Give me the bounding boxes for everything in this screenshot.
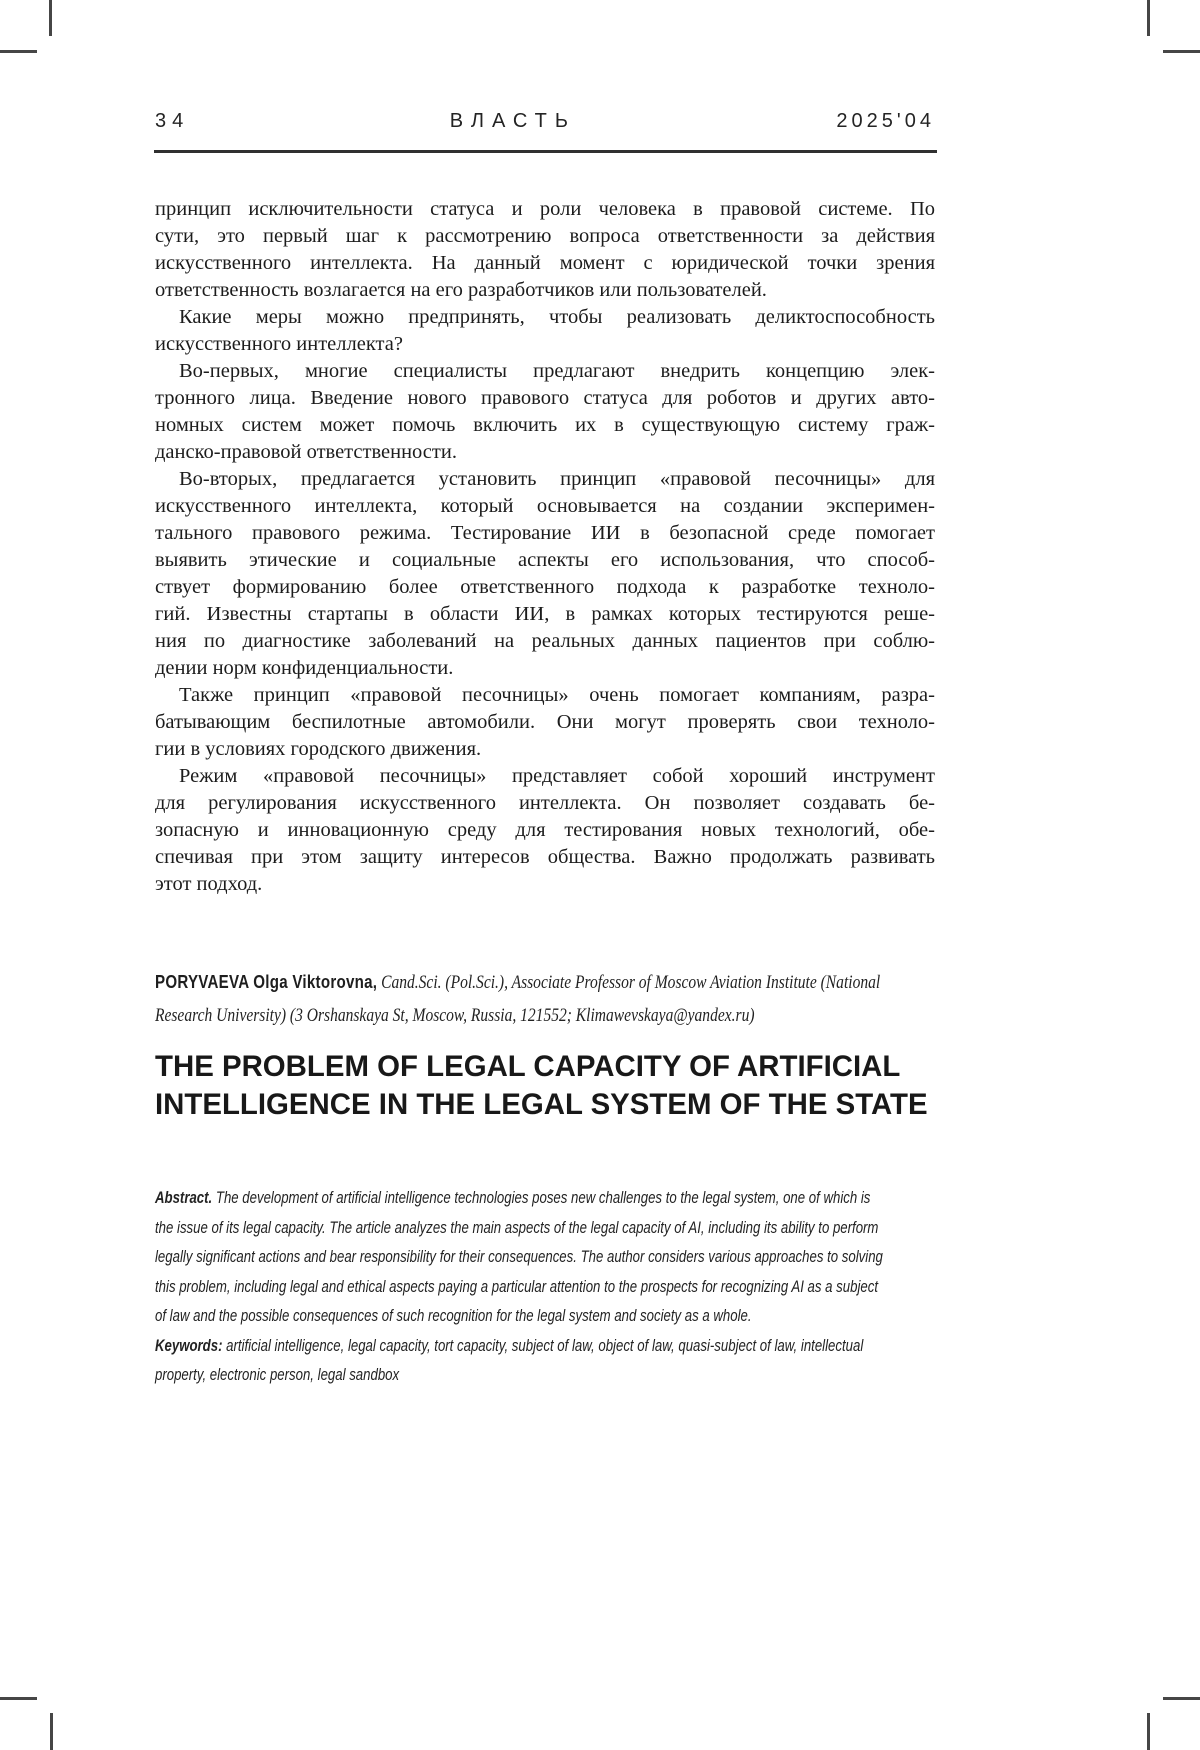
author-line-2: Research University) (3 Orshanskaya St, Moscow, Russia, 121552; Klimawevskaya@yandex.ru) — [155, 1006, 755, 1026]
paragraph — [155, 196, 935, 304]
body-text — [155, 196, 935, 898]
author-affiliation-part1: Cand.Sci. (Pol.Sci.), Associate Professor of Moscow Aviation Institute (National — [377, 973, 881, 993]
abstract-line: the issue of its legal capacity. The article analyzes the main aspects of the legal capacity of AI, including its ability to perform — [155, 1218, 879, 1237]
paragraph — [155, 466, 935, 682]
body-line: выявить этические и социальные аспекты его использования, что способ- — [155, 549, 935, 571]
abstract-line: property, electronic person, legal sandbox — [155, 1366, 400, 1384]
body-line: зопасную и инновационную среду для тестирования новых технологий, обе- — [155, 819, 935, 841]
crop-mark-bottom-right-horizontal — [1163, 1697, 1200, 1700]
header-rule — [154, 150, 937, 153]
abstract-lead-label: Abstract. — [155, 1189, 216, 1207]
article-title-line-1: THE PROBLEM OF LEGAL CAPACITY OF ARTIFICIAL — [155, 1050, 901, 1083]
page-number: 34 — [155, 110, 190, 132]
issue-number: 2025'04 — [836, 110, 935, 132]
author-block — [155, 966, 1055, 1033]
abstract-block — [155, 1184, 1135, 1391]
body-line: этот подход. — [155, 873, 263, 895]
author-name: PORYVAEVA Olga Viktorovna, — [155, 972, 378, 992]
crop-mark-top-left-horizontal — [0, 50, 37, 53]
paragraph — [155, 763, 935, 898]
abstract-line: of law and the possible consequences of such recognition for the legal system and society as a whole. — [155, 1307, 752, 1325]
body-line: искусственного интеллекта. На данный момент с юридической точки зрения — [155, 252, 935, 274]
body-line: сути, это первый шаг к рассмотрению вопроса ответственности за действия — [155, 225, 935, 247]
paragraph — [155, 304, 935, 358]
body-line: дении норм конфиденциальности. — [155, 657, 454, 679]
body-line: тронного лица. Введение нового правового статуса для роботов и других авто- — [155, 387, 935, 409]
abstract-lead-line: Keywords: artificial intelligence, legal capacity, tort capacity, subject of law, object of law, quasi-subject of law, intellectual — [155, 1336, 864, 1355]
body-line: принцип исключительности статуса и роли человека в правовой системе. По — [155, 198, 935, 220]
abstract-line: legally significant actions and bear responsibility for their consequences. The author considers various approaches to solving — [155, 1248, 883, 1266]
body-line: Какие меры можно предпринять, чтобы реализовать деликтоспособность — [179, 306, 935, 328]
crop-mark-top-right-vertical — [1147, 0, 1150, 36]
body-line: Во-первых, многие специалисты предлагают внедрить концепцию элек- — [179, 360, 935, 382]
body-line: Также принцип «правовой песочницы» очень помогает компаниям, разра- — [179, 684, 935, 706]
body-line: спечивая при этом защиту интересов общества. Важно продолжать развивать — [155, 846, 935, 868]
body-line: батывающим беспилотные автомобили. Они могут проверять свои техноло- — [155, 711, 935, 733]
body-line: искусственного интеллекта? — [155, 333, 403, 355]
body-line: Во-вторых, предлагается установить принцип «правовой песочницы» для — [179, 468, 935, 490]
author-line-1 — [155, 966, 911, 1000]
body-line: искусственного интеллекта, который основывается на создании эксперимен- — [155, 495, 935, 517]
body-line: данско-правовой ответственности. — [155, 441, 457, 463]
abstract-lead-label: Keywords: — [155, 1336, 227, 1355]
body-line: ствует формированию более ответственного подхода к разработке техноло- — [155, 576, 935, 598]
abstract-lead-line: Abstract. The development of artificial intelligence technologies poses new challenges to the legal system, one of which is — [155, 1189, 871, 1207]
body-line: гий. Известны стартапы в области ИИ, в рамках которых тестируются реше- — [155, 603, 935, 625]
body-line: для регулирования искусственного интеллекта. Он позволяет создавать бе- — [155, 792, 935, 814]
journal-name: ВЛАСТЬ — [449, 110, 576, 132]
crop-mark-bottom-left-vertical — [50, 1713, 53, 1750]
crop-mark-bottom-left-horizontal — [0, 1697, 37, 1700]
paragraph — [155, 358, 935, 466]
article-title-line-2: INTELLIGENCE IN THE LEGAL SYSTEM OF THE STATE — [155, 1088, 928, 1121]
paragraph — [155, 682, 935, 763]
crop-mark-top-left-vertical — [49, 0, 52, 36]
body-line: номных систем может помочь включить их в существующую систему граж- — [155, 414, 935, 436]
article-title — [155, 1048, 975, 1124]
abstract-line: this problem, including legal and ethical aspects paying a particular attention to the prospects for recognizing AI as a subject — [155, 1277, 878, 1296]
crop-mark-top-right-horizontal — [1163, 50, 1200, 53]
body-line: ния по диагностике заболеваний на реальных данных пациентов при соблю- — [155, 630, 935, 652]
body-line: гии в условиях городского движения. — [155, 738, 482, 760]
running-head — [155, 110, 935, 133]
crop-mark-bottom-right-vertical — [1147, 1713, 1150, 1750]
body-line: тального правового режима. Тестирование ИИ в безопасной среде помогает — [155, 522, 935, 544]
body-line: Режим «правовой песочницы» представляет собой хороший инструмент — [179, 765, 935, 787]
body-line: ответственность возлагается на его разработчиков или пользователей. — [155, 279, 767, 301]
